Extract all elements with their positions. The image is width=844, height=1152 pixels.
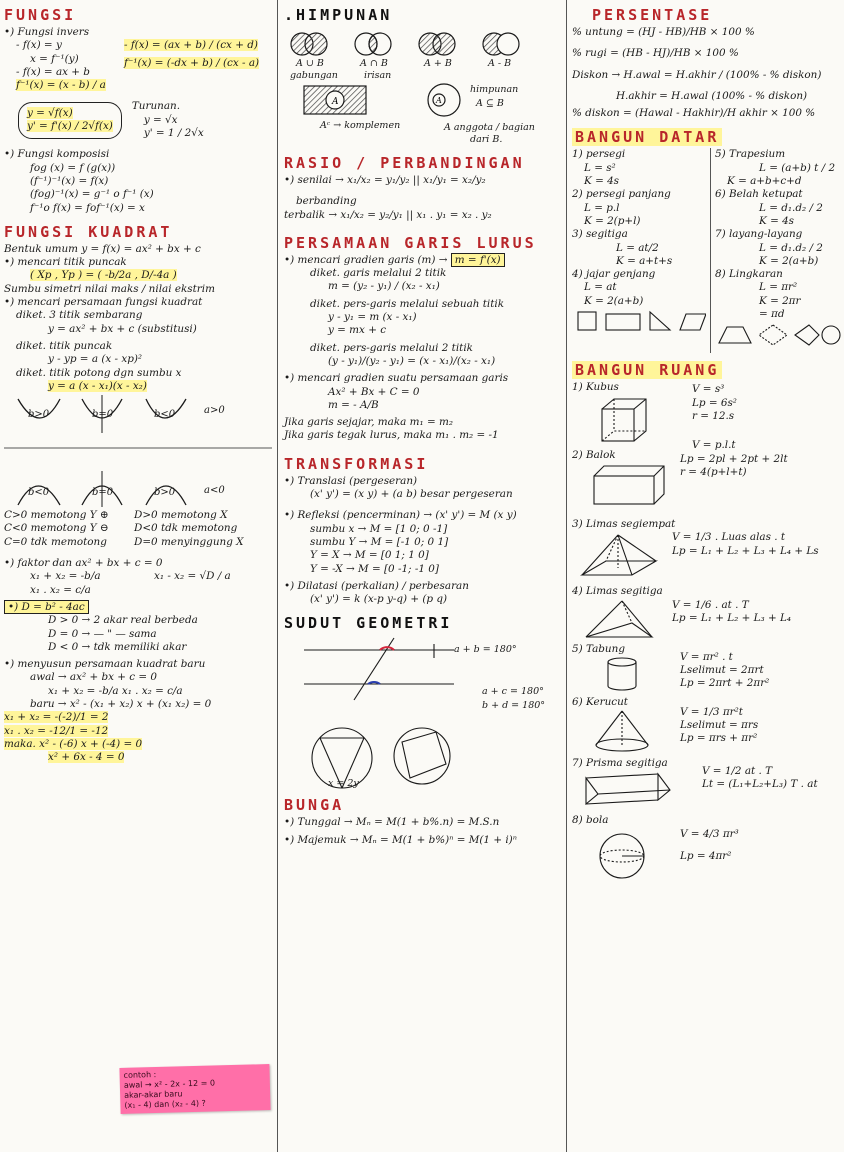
- note-line: C<0 memotong Y ⊖: [4, 522, 109, 535]
- note-line: 7) Prisma segitiga: [572, 757, 668, 770]
- note-line: y - y₁ = m (x - x₁): [328, 311, 417, 324]
- note-line: (x' y') = (x y) + (a b) besar pergeseran: [310, 488, 513, 501]
- parabola-label: b=0: [92, 487, 114, 499]
- note-line: diket. garis melalui 2 titik: [310, 267, 447, 280]
- section-title-persentase: PERSENTASE: [592, 6, 713, 24]
- note-line: x = f⁻¹(y): [30, 52, 79, 65]
- parabola-sketches: [4, 393, 272, 509]
- note-line: V = πr² . t: [680, 650, 733, 663]
- note-line: L = s²: [584, 161, 616, 174]
- note-line: % diskon = (Hawal - Hakhir)/H akhir × 100 %: [572, 107, 816, 120]
- note-line: K = 2πr: [759, 294, 801, 307]
- note-line: Lselimut = πrs: [680, 719, 759, 732]
- note-line: 2) Balok: [572, 448, 616, 461]
- note-line: f⁻¹(x) = (-dx + b) / (cx - a): [124, 56, 260, 69]
- note-line: 8) bola: [572, 814, 609, 827]
- svg-text:A: A: [332, 97, 339, 107]
- note-line: % untung = (HJ - HB)/HB × 100 %: [572, 26, 755, 38]
- kite-shape: [795, 325, 819, 345]
- note-line: sumbu x → M = [1 0; 0 -1]: [310, 522, 448, 535]
- note-line: •) mencari titik puncak: [4, 256, 127, 269]
- triangle-shape: [650, 312, 670, 330]
- note-line: 3) segitiga: [572, 228, 628, 241]
- note-line: V = s³: [692, 383, 725, 396]
- note-line: x₁ - x₂ = √D / a: [154, 570, 231, 583]
- note-line: sumbu Y → M = [-1 0; 0 1]: [310, 535, 449, 548]
- note-line: (f⁻¹)⁻¹(x) = f(x): [30, 174, 109, 187]
- note-line: x₁ + x₂ = -b/a: [30, 570, 101, 583]
- note-line: diket. titik potong dgn sumbu x: [16, 366, 182, 379]
- note-line: = πd: [759, 308, 785, 321]
- column-divider: [566, 0, 567, 1152]
- note-line: C>0 memotong Y ⊕: [4, 509, 109, 522]
- column-fungsi: [0, 0, 276, 1152]
- note-line: K = 4s: [584, 175, 620, 188]
- square-pyramid-shape: [572, 531, 672, 585]
- note-line: Jika garis tegak lurus, maka m₁ . m₂ = -1: [284, 429, 499, 442]
- note-line: K = a+b+c+d: [727, 175, 802, 188]
- note-line: •) Fungsi komposisi: [4, 148, 110, 161]
- section-title-rasio: RASIO / PERBANDINGAN: [284, 154, 525, 172]
- note-line: x₁ + x₂ = -(-2)/1 = 2: [4, 711, 109, 724]
- note-line: L = d₁.d₂ / 2: [759, 241, 823, 254]
- note-line: 3) Limas segiempat: [572, 517, 676, 530]
- circle-shape: [822, 326, 840, 344]
- set-label: dari B.: [470, 134, 503, 145]
- rectangle-shape: [606, 314, 640, 330]
- set-label: A ∩ B: [360, 58, 388, 69]
- flat-shape-sketches: [572, 308, 706, 336]
- section-title-bangun-ruang: BANGUN RUANG: [572, 361, 722, 379]
- venn-diagrams: [284, 26, 560, 150]
- note-line: K = 2(a+b): [759, 254, 819, 267]
- trapezoid-shape: [719, 327, 751, 343]
- note-line: V = 4/3 πr³: [680, 828, 739, 841]
- set-label: A + B: [424, 58, 452, 69]
- note-line: x₁ + x₂ = -b/a x₁ . x₂ = c/a: [48, 684, 183, 697]
- note-line: 7) layang-layang: [715, 228, 803, 241]
- sphere-shape: [572, 828, 672, 880]
- note-line: D = 0 → — " — sama: [48, 627, 157, 640]
- note-line: L = (a+b) t / 2: [759, 161, 836, 174]
- gradient-formula: m = f'(x): [451, 253, 505, 267]
- note-line: r = 12.s: [692, 409, 735, 422]
- triangular-prism-shape: [572, 770, 692, 810]
- note-line: K = a+t+s: [616, 254, 673, 267]
- note-line: (fog)⁻¹(x) = g⁻¹ o f⁻¹ (x): [30, 188, 154, 201]
- note-line: K = 4s: [759, 214, 795, 227]
- angle-label: x = 2y: [328, 778, 359, 790]
- derivative-box: [18, 102, 122, 139]
- note-line: •) mencari gradien suatu persamaan garis: [284, 372, 509, 385]
- note-line: C=0 tdk memotong: [4, 535, 107, 548]
- note-line: x₁ . x₂ = -12/1 = -12: [4, 724, 109, 737]
- section-title-fungsi-kuadrat: FUNGSI KUADRAT: [4, 222, 173, 241]
- note-line: y' = f'(x) / 2√f(x): [27, 120, 113, 133]
- note-line: Lt = (L₁+L₂+L₃) T . at: [702, 778, 818, 791]
- note-line: r = 4(p+l+t): [680, 465, 747, 478]
- note-line: L = πr²: [759, 281, 798, 294]
- cylinder-shape: [572, 656, 672, 692]
- note-line: 5) Trapesium: [715, 148, 786, 161]
- note-line: •) senilai → x₁/x₂ = y₁/y₂ || x₁/y₁ = x₂/y₂: [284, 174, 486, 186]
- note-line: V = p.l.t: [692, 439, 736, 452]
- set-label: A ⊆ B: [476, 98, 504, 109]
- note-line: L = p.l: [584, 201, 620, 214]
- parabola-label: b>0: [28, 409, 50, 421]
- note-line: maka. x² - (-6) x + (-4) = 0: [4, 737, 143, 750]
- parabola-label: a<0: [204, 485, 225, 497]
- rhombus-shape: [759, 325, 787, 345]
- note-line: x₁ . x₂ = c/a: [30, 583, 91, 596]
- note-line: 5) Tabung: [572, 642, 625, 655]
- note-line: f⁻¹(x) = (x - b) / a: [16, 79, 106, 92]
- parabola-label: b=0: [92, 409, 114, 421]
- note-line: berbanding: [296, 195, 357, 208]
- note-line: H.akhir = H.awal (100% - % diskon): [616, 89, 808, 102]
- note-line: V = 1/3 πr²t: [680, 705, 743, 718]
- note-line: •) Fungsi invers: [4, 26, 90, 38]
- note-line: V = 1/2 at . T: [702, 765, 773, 778]
- note-line: 1) persegi: [572, 148, 626, 161]
- note-line: Lp = 2pl + 2pt + 2lt: [680, 452, 788, 465]
- note-line: diket. pers-garis melalui 2 titik: [310, 341, 473, 354]
- note-line: L = at/2: [616, 241, 659, 254]
- note-line: Lp = L₁ + L₂ + L₃ + L₄: [672, 611, 792, 624]
- angle-label: a + b = 180°: [454, 644, 517, 656]
- note-line: •) D = b² - 4ac: [4, 600, 89, 614]
- note-line: ( Xp , Yp ) = ( -b/2a , D/-4a ): [30, 269, 177, 282]
- set-label: A anggota / bagian: [444, 122, 535, 133]
- note-line: •) mencari gradien garis (m) →: [284, 253, 448, 266]
- note-line: diket. pers-garis melalui sebuah titik: [310, 297, 505, 310]
- note-line: Lselimut = 2πrt: [680, 663, 764, 676]
- note-line: 6) Belah ketupat: [715, 188, 803, 201]
- note-line: Lp = 6s²: [692, 396, 737, 409]
- column-persentase: [568, 0, 844, 1152]
- note-line: L = at: [584, 281, 617, 294]
- sticky-note-line: (x₁ - 4) dan (x₂ - 4) ?: [124, 1098, 206, 1110]
- sticky-note-line: akar-akar baru: [124, 1089, 183, 1100]
- note-line: Diskon → H.awal = H.akhir / (100% - % diskon): [572, 68, 822, 81]
- note-line: L = d₁.d₂ / 2: [759, 201, 823, 214]
- note-line: diket. 3 titik sembarang: [16, 309, 143, 322]
- note-line: Ax² + Bx + C = 0: [328, 385, 420, 398]
- note-line: •) Translasi (pergeseran): [284, 474, 418, 487]
- note-line: •) faktor dan ax² + bx + c = 0: [4, 557, 163, 570]
- note-line: Turunan.: [131, 100, 181, 113]
- note-line: Lp = πrs + πr²: [680, 732, 758, 745]
- parabola-label: b<0: [28, 487, 50, 499]
- set-label: A - B: [488, 58, 512, 69]
- set-label: Aᶜ → komplemen: [320, 120, 401, 131]
- cone-shape: [572, 709, 672, 753]
- note-line: y = ax² + bx + c (substitusi): [48, 322, 197, 335]
- note-line: (y - y₁)/(y₂ - y₁) = (x - x₁)/(x₂ - x₁): [328, 354, 496, 367]
- set-label: A ∪ B: [296, 58, 324, 69]
- note-line: % rugi = (HB - HJ)/HB × 100 %: [572, 47, 739, 60]
- cuboid-shape: [572, 462, 672, 510]
- note-line: V = 1/3 . Luas alas . t: [672, 531, 785, 544]
- note-line: y - yp = a (x - xp)²: [48, 353, 143, 366]
- note-line: Lp = 4πr²: [680, 849, 732, 862]
- set-label: gabungan: [290, 70, 338, 81]
- section-title-fungsi: FUNGSI: [4, 6, 77, 24]
- parabola-label: b>0: [154, 487, 176, 499]
- note-line: (x' y') = k (x-p y-q) + (p q): [310, 593, 448, 606]
- note-line: •) Dilatasi (perkalian) / perbesaran: [284, 579, 469, 592]
- note-line: Sumbu simetri nilai maks / nilai ekstrim: [4, 282, 215, 295]
- svg-text:A: A: [436, 96, 442, 105]
- angle-label: a + c = 180°: [482, 686, 544, 698]
- note-line: diket. titik puncak: [16, 339, 113, 352]
- note-line: x² + 6x - 4 = 0: [48, 751, 125, 764]
- note-line: •) menyusun persamaan kuadrat baru: [4, 658, 206, 671]
- note-line: - f(x) = (ax + b) / (cx + d): [124, 39, 258, 52]
- note-line: 2) persegi panjang: [572, 188, 671, 201]
- note-line: D=0 menyinggung X: [134, 535, 244, 548]
- note-line: f⁻¹o f(x) = fof⁻¹(x) = x: [30, 201, 145, 214]
- parabola-label: a>0: [204, 405, 225, 417]
- note-line: D<0 tdk memotong: [134, 522, 238, 535]
- section-title-bunga: BUNGA: [284, 796, 345, 815]
- note-line: K = 2(p+l): [584, 214, 641, 227]
- note-line: y = a (x - x₁)(x - x₂): [48, 379, 147, 392]
- note-line: 8) Lingkaran: [715, 268, 783, 281]
- column-divider: [277, 0, 278, 1152]
- example-sticky-note: [119, 1064, 270, 1114]
- note-line: 1) Kubus: [572, 381, 619, 394]
- note-line: Y = X → M = [0 1; 1 0]: [310, 549, 429, 562]
- parabola-label: b<0: [154, 409, 176, 421]
- note-line: •) mencari persamaan fungsi kuadrat: [4, 296, 203, 309]
- note-line: Lp = L₁ + L₂ + L₃ + L₄ + Ls: [672, 544, 819, 557]
- set-label: irisan: [364, 70, 392, 81]
- angle-label: b + d = 180°: [482, 700, 546, 712]
- flat-shape-sketches-2: [715, 321, 841, 349]
- note-line: Bentuk umum y = f(x) = ax² + bx + c: [4, 242, 201, 255]
- note-line: m = (y₂ - y₁) / (x₂ - x₁): [328, 280, 440, 293]
- note-line: fog (x) = f (g(x)): [30, 161, 116, 174]
- section-title-garis-lurus: PERSAMAAN GARIS LURUS: [284, 233, 537, 252]
- note-line: K = 2(a+b): [584, 294, 644, 307]
- note-line: - f(x) = ax + b: [16, 65, 90, 78]
- note-line: y = √f(x): [27, 107, 73, 120]
- note-line: •) Refleksi (pencerminan) → (x' y') = M (x y): [284, 509, 517, 522]
- square-shape: [578, 312, 596, 330]
- section-title-sudut: SUDUT GEOMETRI: [284, 614, 453, 633]
- sticky-note-line: contoh :: [123, 1070, 157, 1080]
- cube-shape: [572, 395, 672, 445]
- note-line: •) Majemuk → Mₙ = M(1 + b%)ⁿ = M(1 + i)ⁿ: [284, 833, 517, 846]
- note-line: y = mx + c: [328, 324, 387, 337]
- note-line: Y = -X → M = [0 -1; -1 0]: [310, 562, 439, 575]
- note-line: y = √x: [143, 113, 178, 126]
- note-line: baru → x² - (x₁ + x₂) x + (x₁ x₂) = 0: [30, 697, 212, 710]
- note-line: 4) jajar genjang: [572, 268, 656, 281]
- note-line: V = 1/6 . at . T: [672, 598, 749, 611]
- note-line: awal → ax² + bx + c = 0: [30, 671, 158, 684]
- section-title-transformasi: TRANSFORMASI: [284, 454, 429, 473]
- note-line: y' = 1 / 2√x: [143, 127, 204, 140]
- note-line: terbalik → x₁/x₂ = y₂/y₁ || x₁ . y₁ = x₂ . y₂: [284, 208, 492, 221]
- sticky-note-line: awal → x² - 2x - 12 = 0: [123, 1078, 216, 1090]
- note-line: Jika garis sejajar, maka m₁ = m₂: [284, 416, 453, 429]
- note-line: D > 0 → 2 akar real berbeda: [48, 614, 198, 627]
- note-line: 6) Kerucut: [572, 695, 628, 708]
- parallelogram-shape: [680, 314, 706, 330]
- set-label: himpunan: [470, 84, 519, 95]
- note-line: - f(x) = y: [16, 39, 62, 52]
- note-line: D < 0 → tdk memiliki akar: [48, 640, 187, 653]
- section-title-bangun-datar: BANGUN DATAR: [572, 128, 722, 146]
- note-line: D>0 memotong X: [134, 509, 228, 522]
- section-title-himpunan: .HIMPUNAN: [284, 6, 393, 24]
- note-line: m = - A/B: [328, 398, 379, 411]
- note-line: Lp = 2πrt + 2πr²: [680, 677, 770, 690]
- note-line: 4) Limas segitiga: [572, 585, 663, 598]
- note-line: •) Tunggal → Mₙ = M(1 + b%.n) = M.S.n: [284, 816, 500, 829]
- angle-diagrams: [284, 634, 560, 792]
- triangular-pyramid-shape: [572, 599, 672, 643]
- column-himpunan: [280, 0, 564, 1152]
